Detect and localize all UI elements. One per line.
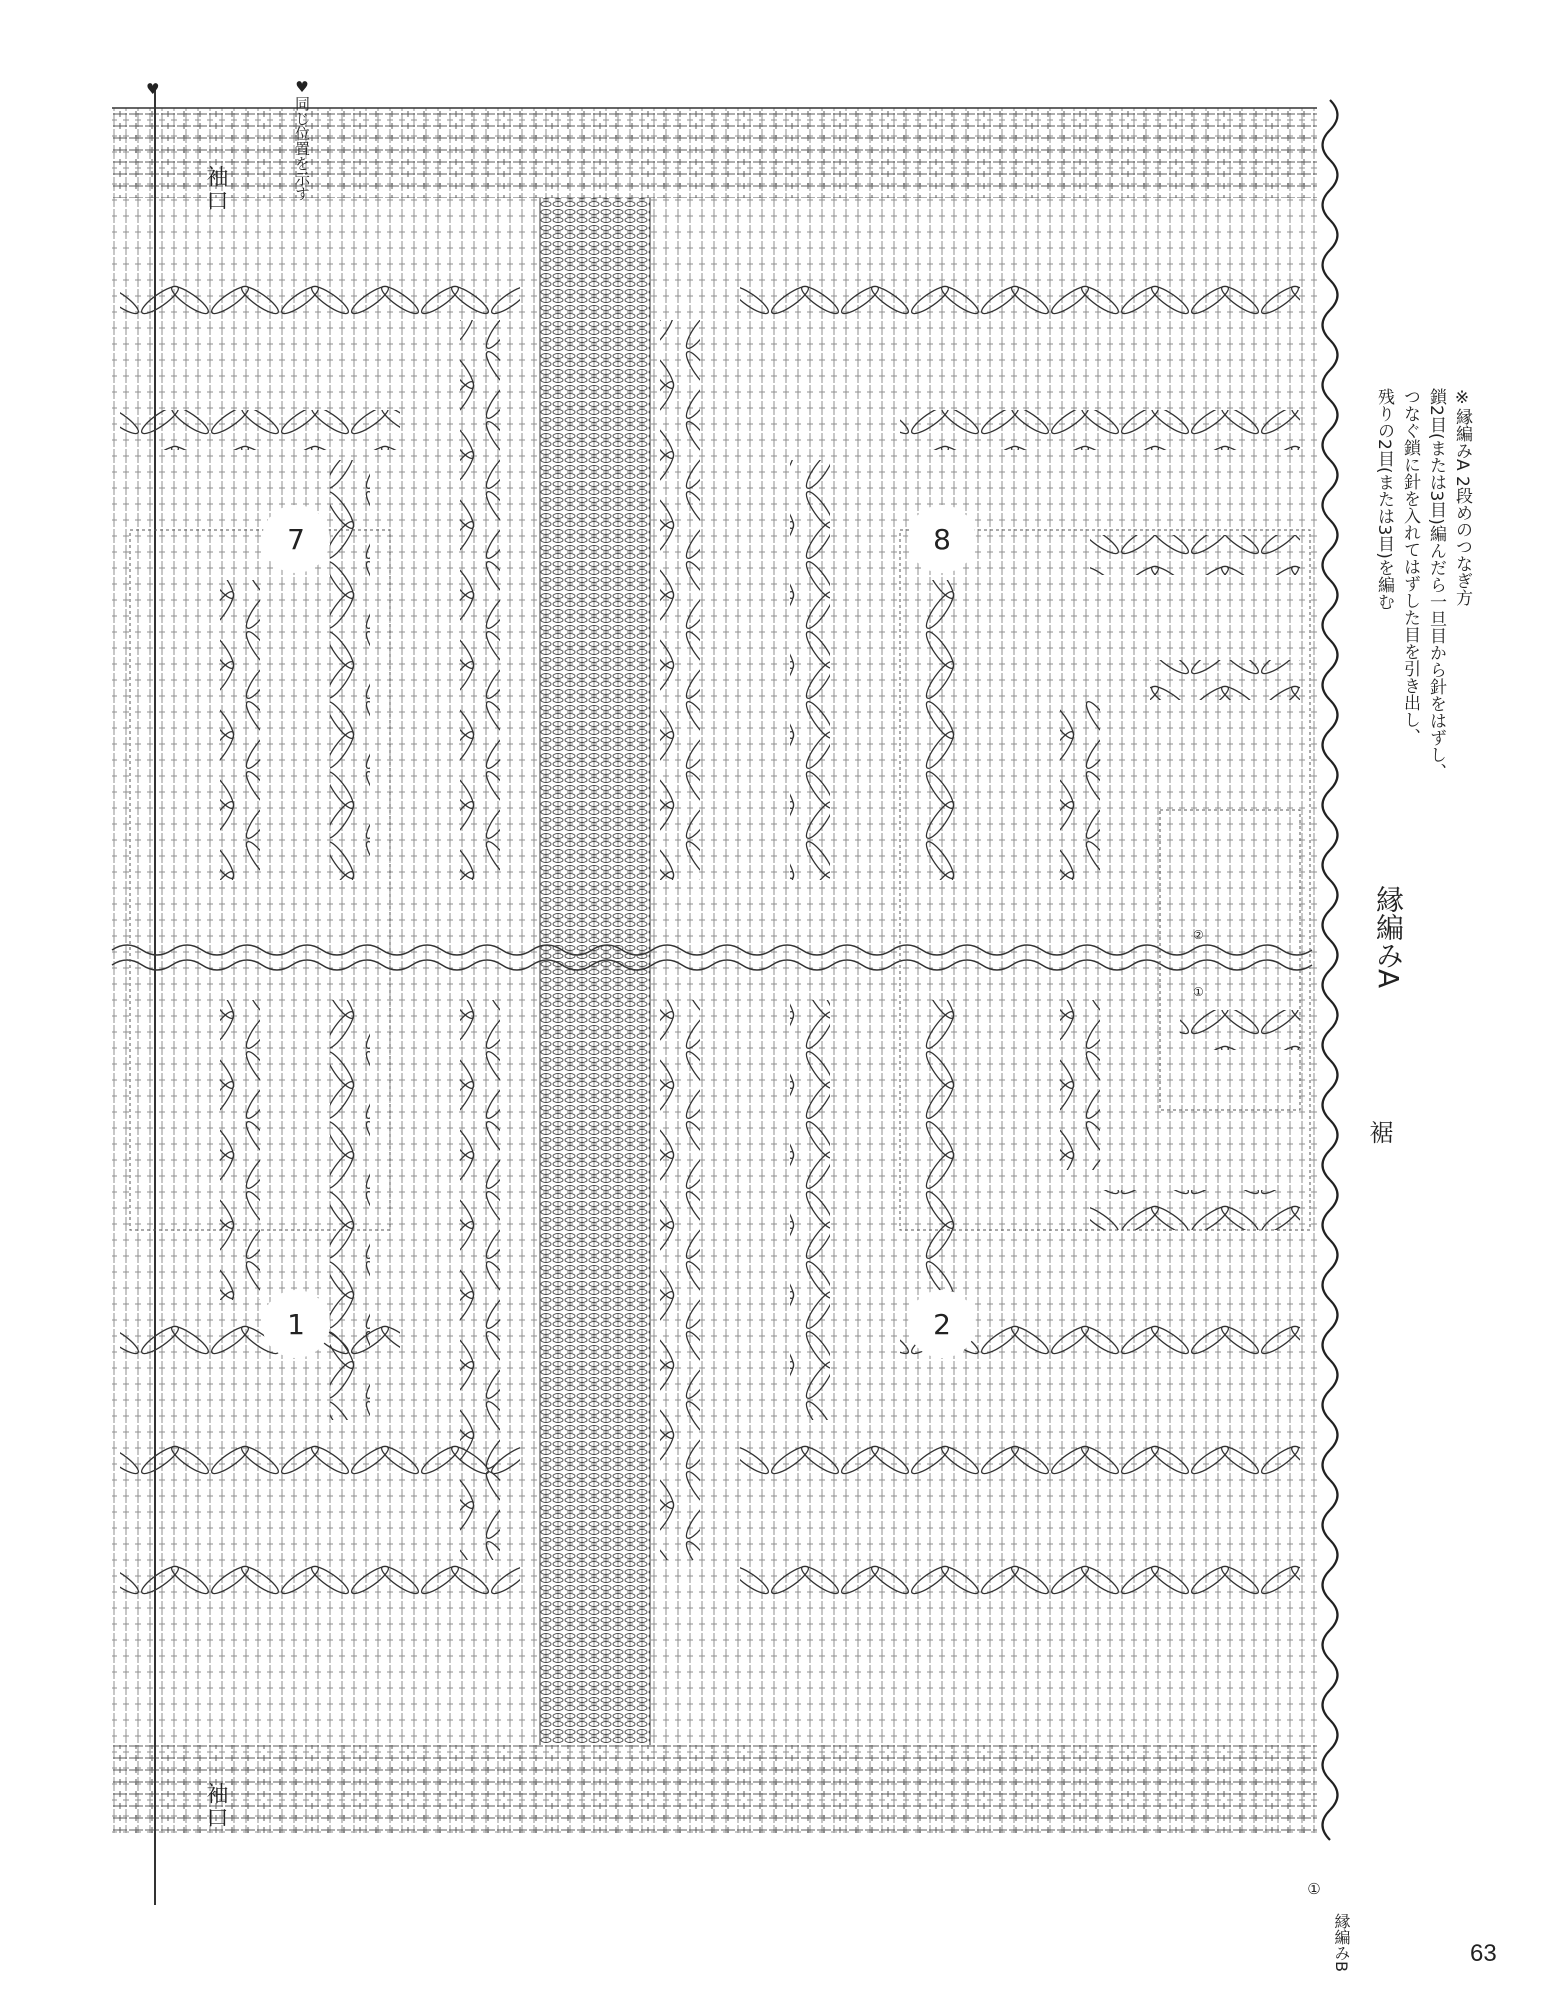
note-line-1: 鎖2目(または3目)編んだら一旦目から針をはずし、 (1426, 388, 1446, 780)
edge-a-label: 縁編みA (1372, 885, 1405, 989)
leaf-band-top-right (740, 275, 1300, 315)
row-mark-1: ① (1193, 985, 1204, 999)
row-mark-2: ② (1193, 928, 1204, 942)
joining-note (1370, 388, 1474, 780)
heart-top-left-icon: ♥ (146, 80, 160, 98)
note-line-2: つなぐ鎖に針を入れてはずした目を引き出し、 (1400, 388, 1420, 745)
note-title: ※縁編みA 2段めのつなぎ方 (1452, 388, 1472, 606)
page-number: 63 (1470, 1940, 1497, 1967)
same-position-marker (292, 78, 313, 201)
motif-badge-8: 8 (908, 505, 976, 573)
sleeve-label-bottom: 袖口 (203, 1782, 228, 1830)
note-line-3: 残りの2目(または3目)を編む (1374, 388, 1394, 610)
motif-badge-1: 1 (262, 1290, 330, 1358)
right-edge-border (1323, 100, 1338, 1840)
edge-b-label: 縁編みB (1332, 1913, 1351, 1972)
marker-text: 同じ位置を示す (293, 96, 311, 201)
leaf-band-top-left (120, 275, 520, 315)
motif-badge-2: 2 (908, 1290, 976, 1358)
bottom-band (112, 1745, 1317, 1835)
motif-badge-7: 7 (262, 505, 330, 573)
start-mark: ① (1305, 1880, 1323, 1898)
heart-icon: ♥ (293, 78, 311, 96)
sleeve-label-top: 袖口 (203, 165, 228, 213)
center-column (540, 198, 650, 1745)
hem-label: 裾 (1365, 1120, 1393, 1144)
